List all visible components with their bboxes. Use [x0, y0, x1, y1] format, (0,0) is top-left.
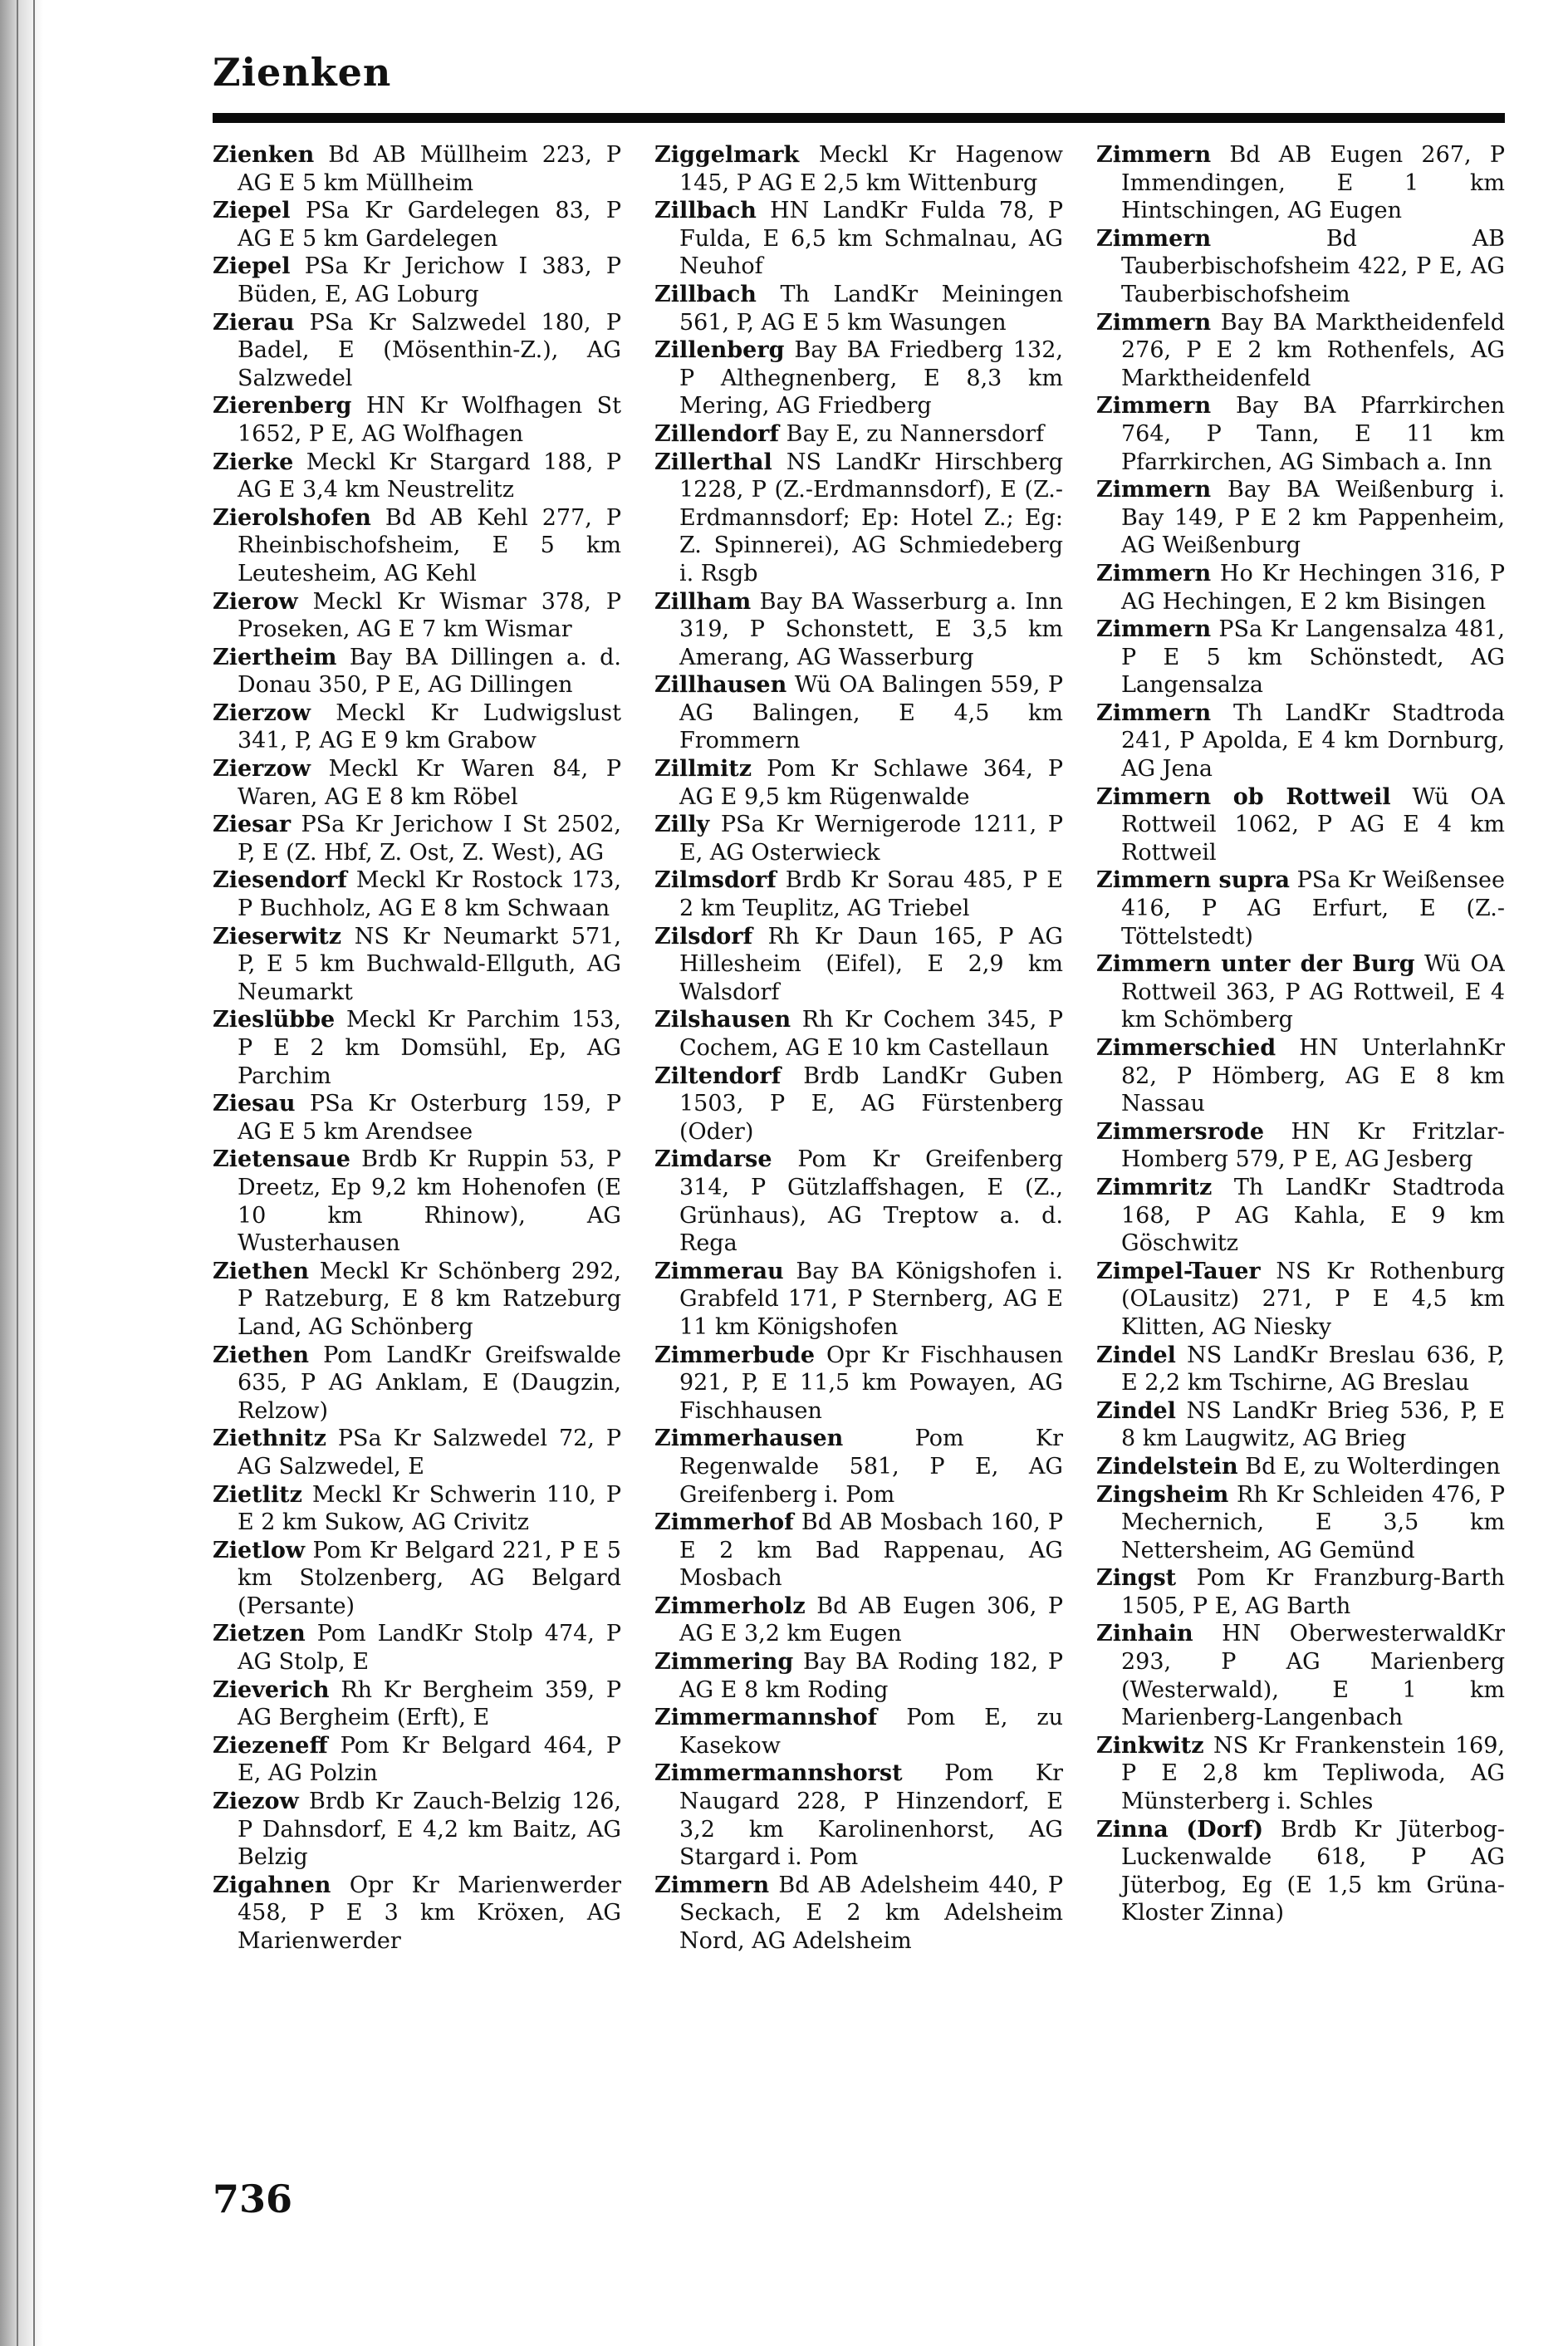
- gazetteer-entry: [654, 923, 1063, 1007]
- gazetteer-entry: [654, 336, 1063, 420]
- entry-details: Opr Kr Fischhausen 921, P, E 11,5 km Powayen, AG Fischhausen: [679, 1342, 1063, 1424]
- entry-place-name: Zimmerhausen: [654, 1426, 844, 1452]
- entry-details: PSa Kr Jerichow I 383, P Büden, E, AG Loburg: [238, 253, 621, 307]
- gazetteer-entry: [213, 1146, 621, 1257]
- gazetteer-entry: [654, 1872, 1063, 1956]
- entry-details: Bay BA Friedberg 132, P Althegnenberg, E 8,3 km Mering, AG Friedberg: [679, 337, 1063, 420]
- entry-place-name: Ziesar: [213, 812, 292, 838]
- column-left: [213, 141, 621, 2168]
- entry-place-name: Ziezow: [213, 1789, 299, 1815]
- entry-details: Brdb Kr Ruppin 53, P Dreetz, Ep 9,2 km Hohenofen (E 10 km Rhinow), AG Wusterhausen: [238, 1146, 621, 1257]
- entry-place-name: Zindelstein: [1096, 1453, 1238, 1480]
- entry-place-name: Zilsdorf: [654, 923, 753, 950]
- entry-place-name: Ziertheim: [213, 644, 337, 670]
- entry-details: Meckl Kr Schwerin 110, P E 2 km Sukow, AG Crivitz: [238, 1481, 621, 1536]
- entry-details: PSa Kr Osterburg 159, P AG E 5 km Arendsee: [238, 1091, 621, 1145]
- gazetteer-entry: [654, 1146, 1063, 1257]
- gazetteer-entry: [213, 588, 621, 644]
- entry-place-name: Ziethen: [213, 1258, 310, 1284]
- entry-place-name: Zigahnen: [213, 1872, 331, 1898]
- gazetteer-entry: [1096, 1034, 1505, 1118]
- gazetteer-entry: [1096, 309, 1505, 393]
- entry-details: Bd E, zu Wolterdingen: [1237, 1453, 1501, 1480]
- entry-details: Bay BA Weißenburg i. Bay 149, P E 2 km Pappenheim, AG Weißenburg: [1121, 477, 1505, 559]
- entry-details: Pom Kr Belgard 221, P E 5 km Stolzenberg, AG Belgard (Persante): [238, 1537, 621, 1619]
- gazetteer-entry: [213, 392, 621, 448]
- entry-place-name: Zimmern: [1096, 616, 1212, 643]
- entry-details: Meckl Kr Rostock 173, P Buchholz, AG E 8 km Schwaan: [238, 867, 621, 922]
- entry-details: Bd AB Mosbach 160, P E 2 km Bad Rappenau, AG Mosbach: [679, 1509, 1063, 1592]
- entry-details: Pom Kr Belgard 464, P E, AG Polzin: [238, 1732, 621, 1787]
- gazetteer-entry: [213, 504, 621, 588]
- entry-place-name: Zimmern: [1096, 309, 1212, 336]
- entry-details: Pom Kr Greifenberg 314, P Gützlaffshagen, E (Z., Grünhaus), AG Treptow a. d. Rega: [679, 1146, 1063, 1257]
- entry-place-name: Zimmern: [1096, 393, 1212, 420]
- gazetteer-entry: [213, 1676, 621, 1732]
- entry-details: Wü OA Balingen 559, P AG Balingen, E 4,5 km Frommern: [679, 672, 1063, 754]
- entry-details: Pom Kr Regenwalde 581, P E, AG Greifenberg i. Pom: [679, 1426, 1063, 1508]
- entry-details: Th LandKr Stadtroda 241, P Apolda, E 4 km Dornburg, AG Jena: [1121, 699, 1505, 783]
- gazetteer-entry: [654, 671, 1063, 755]
- entry-place-name: Zierke: [213, 449, 294, 475]
- entry-place-name: Ziltendorf: [654, 1063, 782, 1089]
- entry-details: Th LandKr Meiningen 561, P, AG E 5 km Wasungen: [679, 281, 1063, 336]
- entry-details: Pom Kr Schlawe 364, P AG E 9,5 km Rügenwalde: [679, 756, 1063, 810]
- gazetteer-entry: [1096, 866, 1505, 950]
- gazetteer-entry: [213, 141, 621, 197]
- spine-line: [17, 0, 18, 2346]
- entry-place-name: Zietlitz: [213, 1481, 302, 1508]
- entry-details: Pom Kr Franzburg-Barth 1505, P E, AG Barth: [1121, 1565, 1505, 1619]
- gazetteer-entry: [213, 1481, 621, 1537]
- entry-details: Bay BA Dillingen a. d. Donau 350, P E, AG Dillingen: [238, 644, 621, 699]
- gazetteer-entry: [213, 309, 621, 393]
- header-rule: [213, 113, 1505, 123]
- gazetteer-entry: [1096, 1732, 1505, 1816]
- entry-place-name: Ziepel: [213, 198, 291, 224]
- entry-details: Opr Kr Marienwerder 458, P E 3 km Kröxen, AG Marienwerder: [238, 1872, 621, 1954]
- gazetteer-entry: [654, 1006, 1063, 1062]
- entry-details: Bd AB Adelsheim 440, P Seckach, E 2 km Adelsheim Nord, AG Adelsheim: [679, 1872, 1063, 1954]
- gazetteer-entry: [654, 1509, 1063, 1593]
- entry-details: Bd AB Eugen 267, P Immendingen, E 1 km Hintschingen, AG Eugen: [1121, 142, 1505, 224]
- gazetteer-entry: [654, 141, 1063, 197]
- entry-details: Bd AB Eugen 306, P AG E 3,2 km Eugen: [679, 1593, 1063, 1647]
- entry-place-name: Zieverich: [213, 1676, 330, 1703]
- entry-details: NS LandKr Brieg 536, P, E 8 km Laugwitz, AG Brieg: [1121, 1397, 1505, 1452]
- entry-place-name: Zillendorf: [654, 420, 780, 447]
- entry-place-name: Zilly: [654, 812, 710, 838]
- entry-place-name: Zimmern: [1096, 225, 1212, 252]
- entry-details: HN UnterlahnKr 82, P Hömberg, AG E 8 km Nassau: [1121, 1035, 1505, 1117]
- gazetteer-entry: [1096, 1397, 1505, 1453]
- entry-place-name: Zillbach: [654, 281, 757, 307]
- gazetteer-entry: [213, 923, 621, 1007]
- entry-details: Bay BA Wasserburg a. Inn 319, P Schonstett, E 3,5 km Amerang, AG Wasserburg: [679, 588, 1063, 670]
- entry-place-name: Zillenberg: [654, 337, 785, 364]
- gazetteer-entry: [654, 811, 1063, 866]
- page-number: 736: [213, 2177, 293, 2221]
- gazetteer-entry: [1096, 392, 1505, 476]
- gazetteer-entry: [1096, 1453, 1505, 1481]
- entry-place-name: Ziesendorf: [213, 867, 347, 894]
- gazetteer-entry: [1096, 616, 1505, 699]
- entry-place-name: Zierolshofen: [213, 504, 371, 531]
- gazetteer-entry: [654, 1593, 1063, 1648]
- entry-details: HN OberwesterwaldKr 293, P AG Marienberg (Westerwald), E 1 km Marienberg-Langenbach: [1121, 1621, 1505, 1731]
- gazetteer-entry: [1096, 560, 1505, 616]
- gazetteer-entry: [1096, 1174, 1505, 1258]
- entry-details: NS Kr Frankenstein 169, P E 2,8 km Tepliwoda, AG Münsterberg i. Schles: [1121, 1732, 1505, 1815]
- entry-details: Pom Kr Naugard 228, P Hinzendorf, E 3,2 km Karolinenhorst, AG Stargard i. Pom: [679, 1760, 1063, 1871]
- entry-details: Brdb Kr Zauch-Belzig 126, P Dahnsdorf, E 4,2 km Baitz, AG Belzig: [238, 1789, 621, 1871]
- entry-place-name: Zimmersrode: [1096, 1118, 1264, 1145]
- entry-place-name: Zingst: [1096, 1565, 1177, 1592]
- column-middle: [654, 141, 1063, 2168]
- entry-details: PSa Kr Salzwedel 72, P AG Salzwedel, E: [238, 1426, 621, 1480]
- entry-details: Brdb Kr Jüterbog-Luckenwalde 618, P AG Jüterbog, Eg (E 1,5 km Grüna-Kloster Zinna): [1121, 1816, 1505, 1926]
- gazetteer-entry: [1096, 1620, 1505, 1731]
- entry-place-name: Zimmern supra: [1096, 867, 1290, 894]
- gazetteer-entry: [213, 1872, 621, 1956]
- entry-details: Brdb LandKr Guben 1503, P E, AG Fürstenberg (Oder): [679, 1063, 1063, 1145]
- entry-details: Pom E, zu Kasekow: [679, 1705, 1063, 1759]
- entry-place-name: Zimpel-Tauer: [1096, 1258, 1261, 1284]
- entry-place-name: Zillmitz: [654, 756, 752, 783]
- gazetteer-entry: [213, 1090, 621, 1146]
- entry-details: HN LandKr Fulda 78, P Fulda, E 6,5 km Schmalnau, AG Neuhof: [679, 198, 1063, 280]
- gazetteer-entry: [213, 1620, 621, 1676]
- gazetteer-entry: [1096, 1564, 1505, 1620]
- entry-place-name: Zinkwitz: [1096, 1732, 1204, 1759]
- gazetteer-entry: [213, 449, 621, 504]
- book-spine-shadow: [0, 0, 43, 2346]
- entry-details: Wü OA Rottweil 363, P AG Rottweil, E 4 km Schömberg: [1121, 951, 1505, 1033]
- gazetteer-entry: [654, 866, 1063, 922]
- entry-details: Wü OA Rottweil 1062, P AG E 4 km Rottweil: [1121, 783, 1505, 866]
- gazetteer-entry: [213, 644, 621, 699]
- entry-place-name: Ziethnitz: [213, 1426, 326, 1452]
- entry-details: Rh Kr Cochem 345, P Cochem, AG E 10 km Castellaun: [679, 1007, 1063, 1061]
- entry-place-name: Ziezeneff: [213, 1732, 328, 1759]
- entry-place-name: Zinhain: [1096, 1621, 1193, 1647]
- entry-place-name: Zierzow: [213, 756, 311, 783]
- gazetteer-entry: [213, 1537, 621, 1621]
- entry-place-name: Zilshausen: [654, 1007, 791, 1033]
- entry-place-name: Zimmerhof: [654, 1509, 794, 1536]
- entry-place-name: Zindel: [1096, 1397, 1176, 1424]
- entry-place-name: Ziggelmark: [654, 142, 800, 168]
- entry-place-name: Zimmermannshof: [654, 1705, 878, 1731]
- entry-details: Meckl Kr Stargard 188, P AG E 3,4 km Neustrelitz: [238, 449, 621, 503]
- gazetteer-entry: [1096, 141, 1505, 225]
- entry-place-name: Zillerthal: [654, 449, 772, 475]
- gazetteer-entry: [654, 420, 1063, 449]
- entry-details: Bay BA Marktheidenfeld 276, P E 2 km Rothenfels, AG Marktheidenfeld: [1121, 309, 1505, 391]
- gazetteer-entry: [1096, 950, 1505, 1034]
- entry-details: PSa Kr Weißensee 416, P AG Erfurt, E (Z.-Töttelstedt): [1121, 867, 1505, 950]
- gazetteer-entry: [1096, 1258, 1505, 1342]
- entry-place-name: Zimmern: [1096, 699, 1212, 726]
- entry-details: Rh Kr Bergheim 359, P AG Bergheim (Erft), E: [238, 1676, 621, 1731]
- entry-place-name: Zimmerau: [654, 1258, 784, 1284]
- entry-place-name: Ziepel: [213, 253, 291, 280]
- gazetteer-entry: [654, 197, 1063, 281]
- entry-place-name: Ziesau: [213, 1091, 296, 1117]
- gazetteer-entry: [654, 449, 1063, 588]
- entry-details: Bay E, zu Nannersdorf: [779, 420, 1045, 447]
- entry-place-name: Zimmritz: [1096, 1174, 1213, 1200]
- gazetteer-entry: [1096, 1816, 1505, 1927]
- entry-place-name: Zietlow: [213, 1537, 306, 1563]
- gazetteer-entry: [213, 866, 621, 922]
- gazetteer-entry: [213, 1342, 621, 1426]
- entry-place-name: Zietzen: [213, 1621, 306, 1647]
- entry-place-name: Zimmern: [1096, 142, 1212, 168]
- spine-line: [33, 0, 35, 2346]
- entry-details: Brdb Kr Sorau 485, P E 2 km Teuplitz, AG Triebel: [679, 867, 1063, 922]
- entry-details: Rh Kr Daun 165, P AG Hillesheim (Eifel), E 2,9 km Walsdorf: [679, 923, 1063, 1005]
- entry-details: Meckl Kr Ludwigslust 341, P, AG E 9 km Grabow: [238, 699, 621, 754]
- entry-place-name: Zieserwitz: [213, 923, 342, 950]
- gazetteer-entry: [654, 281, 1063, 336]
- gazetteer-entry: [654, 1063, 1063, 1146]
- gazetteer-entry: [1096, 225, 1505, 309]
- entry-place-name: Zillhausen: [654, 672, 787, 699]
- entry-details: Bay BA Roding 182, P AG E 8 km Roding: [679, 1649, 1063, 1703]
- entry-place-name: Zimmerschied: [1096, 1035, 1276, 1061]
- entry-place-name: Zimmerbude: [654, 1342, 816, 1368]
- entry-details: PSa Kr Salzwedel 180, P Badel, E (Mösenthin-Z.), AG Salzwedel: [238, 309, 621, 391]
- entry-place-name: Zieslübbe: [213, 1007, 336, 1033]
- entry-details: Meckl Kr Hagenow 145, P AG E 2,5 km Wittenburg: [679, 142, 1063, 196]
- entry-details: Meckl Kr Wismar 378, P Proseken, AG E 7 km Wismar: [238, 588, 621, 643]
- entry-place-name: Zimmermannshorst: [654, 1760, 903, 1787]
- gazetteer-entry: [1096, 476, 1505, 560]
- entry-details: NS Kr Neumarkt 571, P, E 5 km Buchwald-Ellguth, AG Neumarkt: [238, 923, 621, 1005]
- gazetteer-entry: [213, 811, 621, 866]
- entry-place-name: Zierzow: [213, 699, 311, 726]
- running-header: Zienken: [213, 50, 392, 95]
- entry-details: PSa Kr Wernigerode 1211, P E, AG Osterwieck: [679, 812, 1063, 866]
- entry-place-name: Zietensaue: [213, 1146, 350, 1173]
- gazetteer-entry: [654, 588, 1063, 672]
- gazetteer-entry: [213, 1788, 621, 1872]
- entry-place-name: Zimmering: [654, 1649, 794, 1676]
- entry-details: HN Kr Fritzlar-Homberg 579, P E, AG Jesberg: [1121, 1118, 1505, 1173]
- entry-details: Meckl Kr Parchim 153, P E 2 km Domsühl, Ep, AG Parchim: [238, 1007, 621, 1089]
- entry-details: NS LandKr Breslau 636, P, E 2,2 km Tschirne, AG Breslau: [1121, 1342, 1505, 1396]
- column-right: [1096, 141, 1505, 2168]
- entry-details: HN Kr Wolfhagen St 1652, P E, AG Wolfhagen: [238, 393, 621, 447]
- gazetteer-entry: [654, 755, 1063, 811]
- entry-place-name: Zindel: [1096, 1342, 1176, 1368]
- gazetteer-entry: [1096, 1481, 1505, 1565]
- entry-details: PSa Kr Gardelegen 83, P AG E 5 km Gardelegen: [238, 198, 621, 252]
- entry-details: Bd AB Kehl 277, P Rheinbischofsheim, E 5 km Leutesheim, AG Kehl: [238, 504, 621, 586]
- entry-details: PSa Kr Jerichow I St 2502, P, E (Z. Hbf, Z. Ost, Z. West), AG: [238, 812, 621, 866]
- gazetteer-entry: [654, 1704, 1063, 1760]
- gazetteer-columns: [213, 141, 1505, 2168]
- gazetteer-entry: [213, 197, 621, 253]
- entry-details: Bd AB Tauberbischofsheim 422, P E, AG Tauberbischofsheim: [1121, 225, 1505, 307]
- gazetteer-entry: [1096, 783, 1505, 867]
- entry-place-name: Zimmern: [1096, 477, 1212, 503]
- gazetteer-entry: [213, 699, 621, 755]
- entry-details: Meckl Kr Waren 84, P Waren, AG E 8 km Röbel: [238, 756, 621, 810]
- entry-place-name: Zimmern unter der Burg: [1096, 951, 1415, 978]
- gazetteer-entry: [1096, 699, 1505, 783]
- entry-place-name: Zierenberg: [213, 393, 352, 420]
- gazetteer-entry: [654, 1760, 1063, 1871]
- entry-place-name: Ziethen: [213, 1342, 310, 1368]
- entry-place-name: Zimmern ob Rottweil: [1096, 783, 1391, 810]
- entry-place-name: Zienken: [213, 142, 315, 168]
- gazetteer-entry: [654, 1342, 1063, 1426]
- entry-details: Bay BA Pfarrkirchen 764, P Tann, E 11 km Pfarrkirchen, AG Simbach a. Inn: [1121, 393, 1505, 475]
- gazetteer-entry: [213, 1732, 621, 1788]
- gazetteer-entry: [213, 253, 621, 308]
- entry-place-name: Zilmsdorf: [654, 867, 777, 894]
- gazetteer-entry: [1096, 1118, 1505, 1174]
- entry-place-name: Zierau: [213, 309, 295, 336]
- gazetteer-entry: [213, 755, 621, 811]
- entry-details: NS Kr Rothenburg (OLausitz) 271, P E 4,5 km Klitten, AG Niesky: [1121, 1258, 1505, 1340]
- gazetteer-entry: [654, 1258, 1063, 1342]
- entry-place-name: Zimdarse: [654, 1146, 772, 1173]
- entry-place-name: Zimmerholz: [654, 1593, 806, 1619]
- entry-details: Ho Kr Hechingen 316, P AG Hechingen, E 2 km Bisingen: [1121, 560, 1505, 615]
- entry-details: Meckl Kr Schönberg 292, P Ratzeburg, E 8 km Ratzeburg Land, AG Schönberg: [238, 1258, 621, 1340]
- entry-details: NS LandKr Hirschberg 1228, P (Z.-Erdmannsdorf), E (Z.-Erdmannsdorf; Ep: Hotel Z.; Eg: Z. Spinnerei), AG Schmiedeberg i. Rsgb: [679, 449, 1063, 586]
- entry-place-name: Zimmern: [1096, 560, 1212, 586]
- entry-details: Th LandKr Stadtroda 168, P AG Kahla, E 9 km Göschwitz: [1121, 1174, 1505, 1257]
- entry-details: PSa Kr Langensalza 481, P E 5 km Schönstedt, AG Langensalza: [1121, 616, 1505, 699]
- entry-details: Rh Kr Schleiden 476, P Mechernich, E 3,5 km Nettersheim, AG Gemünd: [1121, 1481, 1505, 1563]
- entry-place-name: Zimmern: [654, 1872, 770, 1898]
- gazetteer-entry: [654, 1425, 1063, 1509]
- entry-place-name: Zillham: [654, 588, 752, 615]
- entry-place-name: Zillbach: [654, 198, 757, 224]
- entry-details: Pom LandKr Stolp 474, P AG Stolp, E: [238, 1621, 621, 1676]
- gazetteer-entry: [1096, 1342, 1505, 1397]
- gazetteer-entry: [213, 1258, 621, 1342]
- entry-details: Bay BA Königshofen i. Grabfeld 171, P Sternberg, AG E 11 km Königshofen: [679, 1258, 1063, 1340]
- entry-details: Bd AB Müllheim 223, P AG E 5 km Müllheim: [238, 142, 621, 196]
- gazetteer-entry: [213, 1425, 621, 1480]
- entry-place-name: Zingsheim: [1096, 1481, 1229, 1508]
- entry-details: Pom LandKr Greifswalde 635, P AG Anklam, E (Daugzin, Relzow): [238, 1342, 621, 1424]
- gazetteer-entry: [213, 1006, 621, 1090]
- gazetteer-entry: [654, 1648, 1063, 1704]
- entry-place-name: Zierow: [213, 588, 298, 615]
- entry-place-name: Zinna (Dorf): [1096, 1816, 1264, 1843]
